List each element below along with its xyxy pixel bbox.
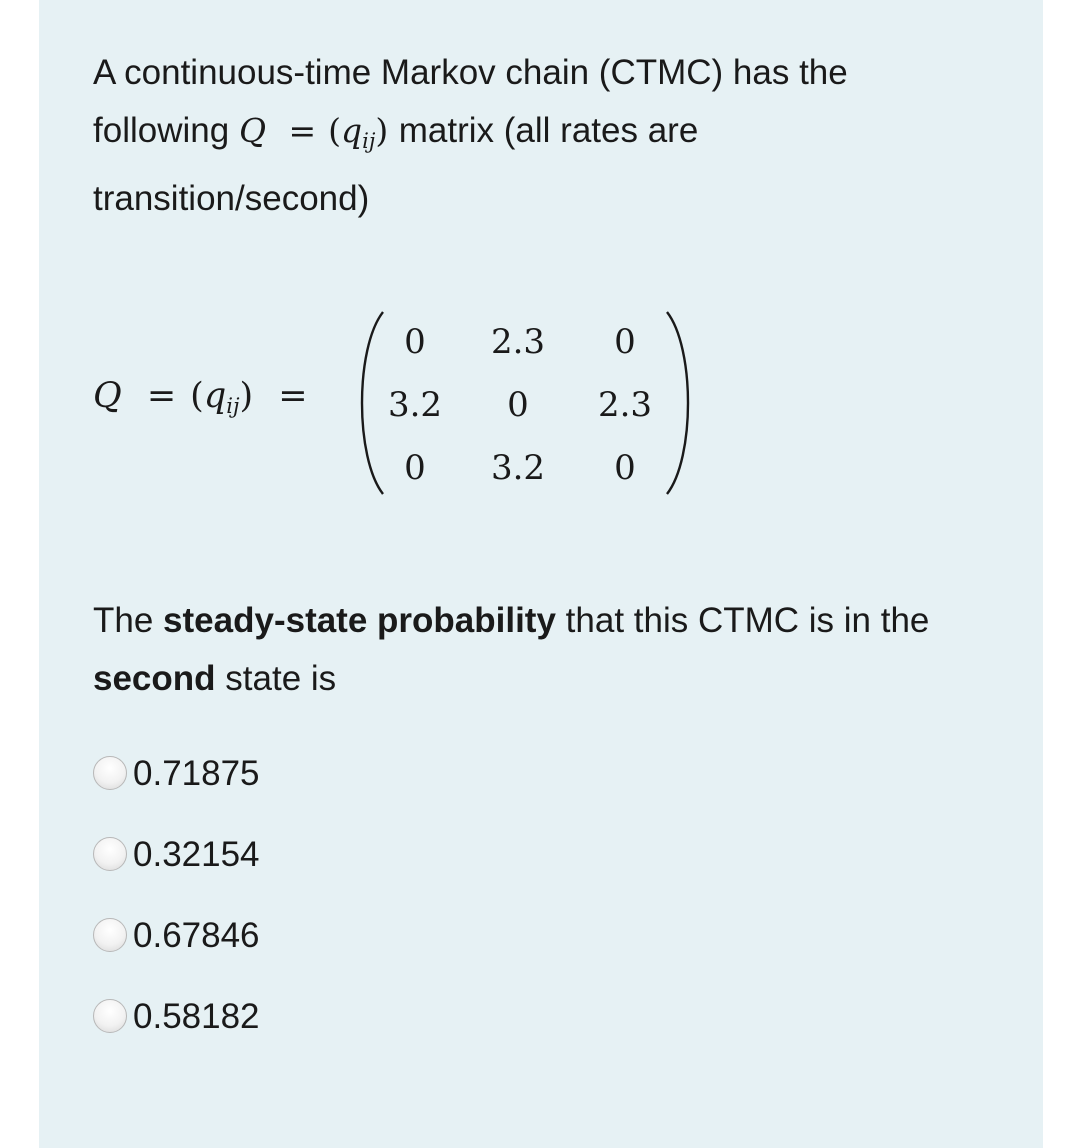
- option-0-32154[interactable]: [93, 814, 260, 895]
- equation-q-lower: q: [203, 376, 227, 416]
- intro-line-2-prefix: following: [93, 111, 230, 150]
- equation-q-symbol: Q: [93, 376, 122, 416]
- matrix-row-2: [375, 377, 675, 440]
- matrix-cell: 3.2: [490, 448, 546, 488]
- matrix-row-1: [375, 314, 675, 377]
- prompt-part-2: that this CTMC is in the: [565, 601, 930, 640]
- matrix-cell: 0: [614, 322, 636, 362]
- prompt-bold-second: second: [93, 659, 216, 698]
- matrix-cell: 2.3: [597, 385, 653, 425]
- radio-button[interactable]: [93, 999, 127, 1033]
- question-prompt: [93, 592, 1003, 708]
- inline-close-paren: ): [375, 111, 389, 150]
- equation-close-paren: ): [239, 376, 254, 416]
- inline-open-paren: (: [328, 111, 342, 150]
- option-label: 0.58182: [133, 996, 260, 1036]
- matrix-cell: 0: [404, 448, 426, 488]
- intro-line-2: [93, 102, 973, 170]
- radio-button[interactable]: [93, 837, 127, 871]
- prompt-part-1: The: [93, 601, 154, 640]
- equation-q-subscript: ij: [226, 394, 240, 418]
- matrix-cell: 3.2: [387, 385, 443, 425]
- intro-line-2-suffix: matrix (all rates are: [398, 111, 699, 150]
- inline-q-subscript: ij: [362, 129, 376, 153]
- equation-equals-2: =: [278, 376, 308, 416]
- option-0-71875[interactable]: [93, 733, 260, 814]
- equation-lhs: [93, 376, 308, 418]
- radio-button[interactable]: [93, 756, 127, 790]
- answer-options: [93, 733, 260, 1057]
- prompt-bold-steady-state: steady-state probability: [163, 601, 556, 640]
- prompt-part-3: state is: [225, 659, 337, 698]
- inline-equals: =: [288, 111, 317, 150]
- inline-q-symbol: Q: [238, 111, 266, 150]
- question-intro: [93, 44, 973, 228]
- option-label: 0.71875: [133, 753, 260, 793]
- matrix-row-3: [375, 440, 675, 503]
- intro-line-1: A continuous-time Markov chain (CTMC) has the: [93, 53, 848, 92]
- matrix-cell: 0: [614, 448, 636, 488]
- matrix-cell: 0: [507, 385, 529, 425]
- matrix-cell: 2.3: [490, 322, 546, 362]
- matrix-body: [375, 314, 675, 503]
- option-0-67846[interactable]: [93, 895, 260, 976]
- matrix-cell: 0: [404, 322, 426, 362]
- option-0-58182[interactable]: [93, 976, 260, 1057]
- option-label: 0.32154: [133, 834, 260, 874]
- inline-q-lower: q: [341, 111, 363, 150]
- radio-button[interactable]: [93, 918, 127, 952]
- equation-equals: =: [146, 376, 177, 416]
- matrix-right-paren: [663, 308, 703, 498]
- option-label: 0.67846: [133, 915, 260, 955]
- equation-open-paren: (: [190, 376, 204, 416]
- intro-line-3: transition/second): [93, 179, 370, 218]
- inline-q-equation: [238, 111, 399, 153]
